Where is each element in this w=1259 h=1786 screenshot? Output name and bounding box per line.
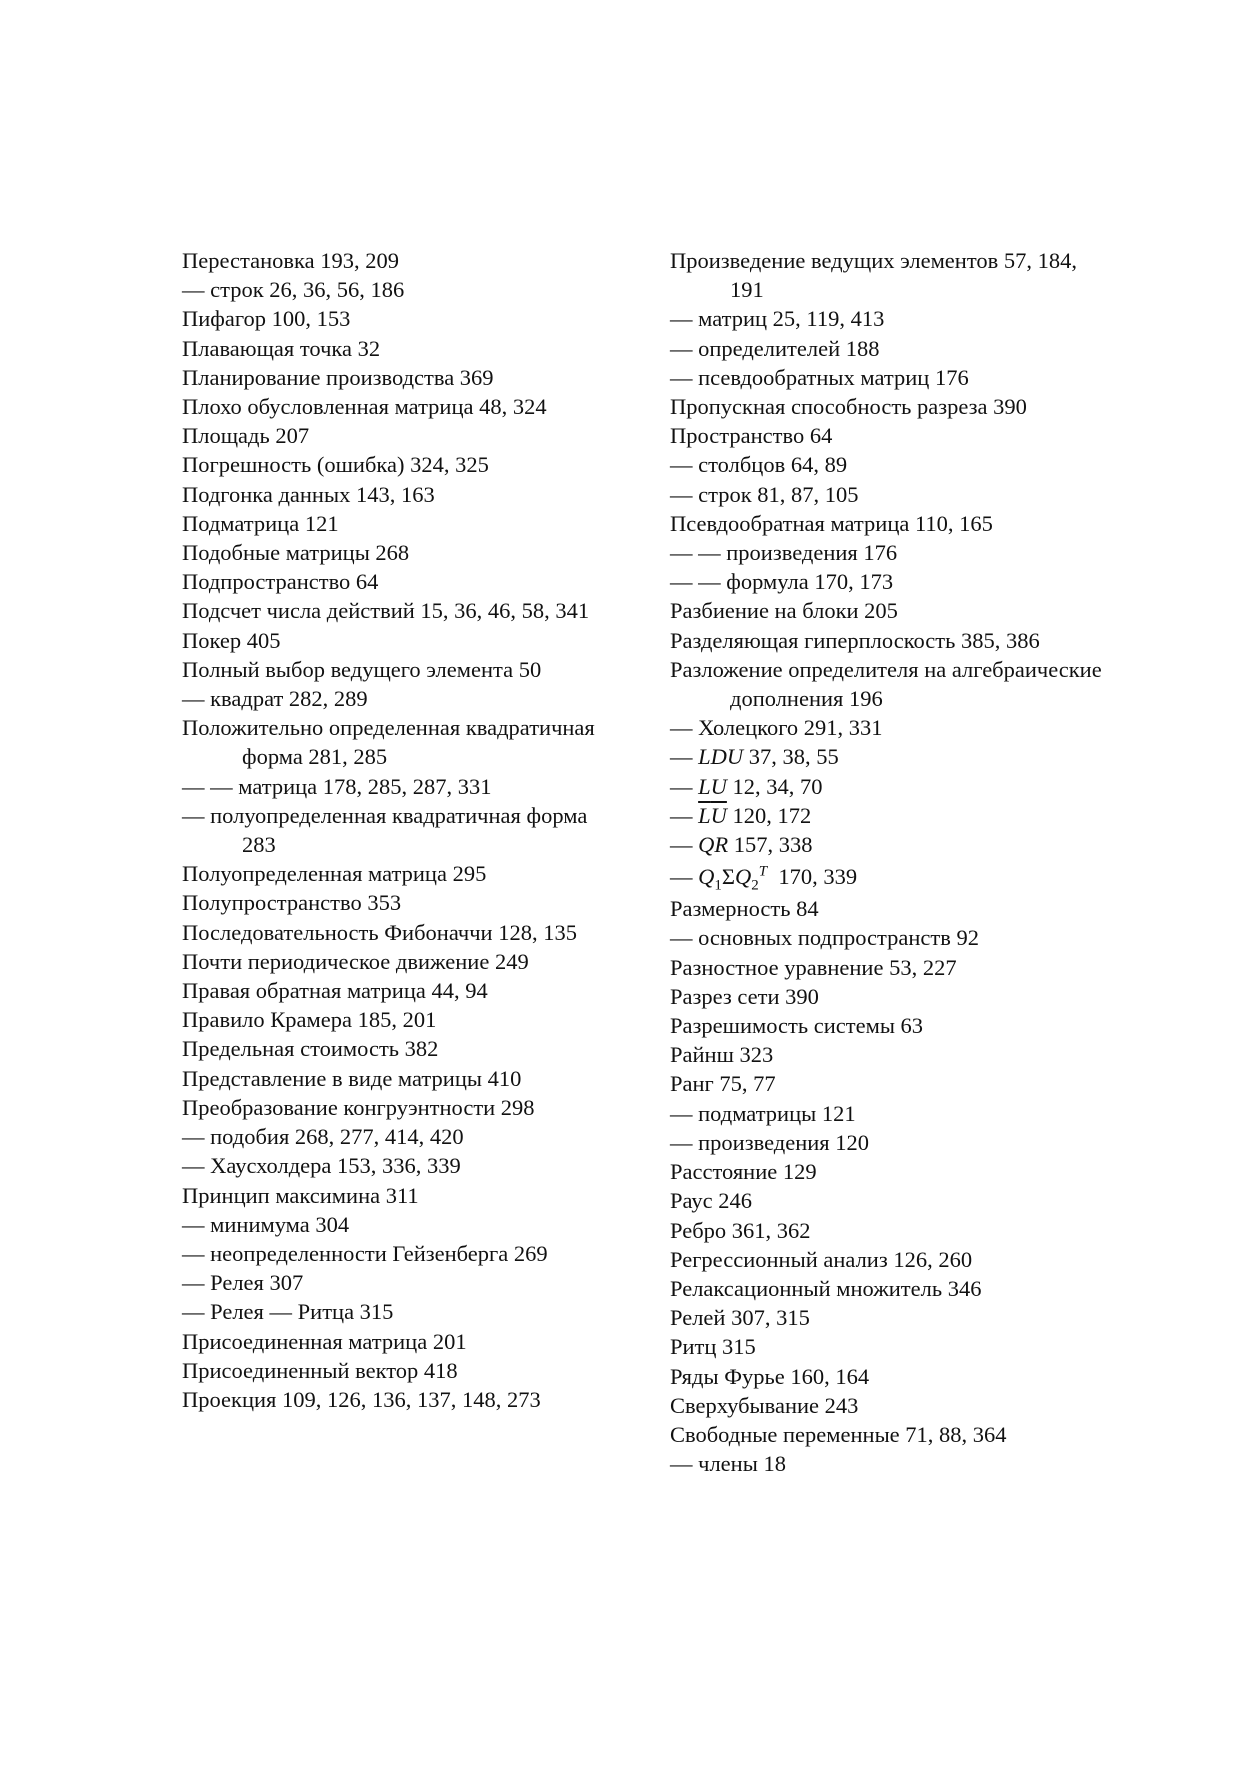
index-subentry-lu-bar <box>670 801 1110 830</box>
index-entry: Разностное уравнение 53, 227 <box>670 954 957 980</box>
index-entry: Представление в виде матрицы 410 <box>182 1065 522 1091</box>
index-entry: Подпространство 64 <box>182 569 379 595</box>
index-subentry: — Холецкого 291, 331 <box>670 715 883 741</box>
index-subentry-ldu <box>670 742 1110 771</box>
index-subentry: — Релея 307 <box>182 1270 304 1296</box>
index-entry: Погрешность (ошибка) 324, 325 <box>182 452 489 478</box>
index-entry: Релей 307, 315 <box>670 1305 810 1331</box>
dash: — <box>670 864 693 890</box>
index-column-right <box>670 246 1110 1478</box>
index-entry: Расстояние 129 <box>670 1159 817 1185</box>
math-term: QR <box>698 832 729 858</box>
index-entry: Планирование производства 369 <box>182 364 494 390</box>
index-entry: Перестановка 193, 209 <box>182 248 399 273</box>
index-subentry: — произведения 120 <box>670 1129 870 1155</box>
math-term: LU <box>698 773 727 799</box>
index-column-left <box>182 246 622 1414</box>
index-subentry-svd <box>670 859 1110 894</box>
index-subentry: — квадрат 282, 289 <box>182 686 368 712</box>
index-entry: Пространство 64 <box>670 423 833 449</box>
index-entry: Пропускная способность разреза 390 <box>670 394 1027 420</box>
index-entry: Плохо обусловленная матрица 48, 324 <box>182 394 547 420</box>
index-entry: Псевдообратная матрица 110, 165 <box>670 510 993 536</box>
index-subentry: — неопределенности Гейзенберга 269 <box>182 1240 548 1266</box>
index-entry: Подматрица 121 <box>182 510 339 536</box>
index-entry: Правая обратная матрица 44, 94 <box>182 978 488 1004</box>
index-subentry: — Хаусхолдера 153, 336, 339 <box>182 1153 461 1179</box>
index-entry: Ребро 361, 362 <box>670 1217 811 1243</box>
math-term: Q <box>698 864 715 890</box>
page-refs: 170, 339 <box>778 864 858 890</box>
index-entry: Райнш 323 <box>670 1042 774 1068</box>
index-entry: Преобразование конгруэнтности 298 <box>182 1094 535 1120</box>
index-entry: Релаксационный множитель 346 <box>670 1275 982 1301</box>
math-subscript: 1 <box>714 877 722 894</box>
index-subentry: — — матрица 178, 285, 287, 331 <box>182 773 492 799</box>
page-refs: 37, 38, 55 <box>748 744 839 770</box>
index-entry: Свободные переменные 71, 88, 364 <box>670 1421 1007 1447</box>
index-entry: Регрессионный анализ 126, 260 <box>670 1246 973 1272</box>
index-entry: Ритц 315 <box>670 1334 756 1360</box>
index-subentry: — определителей 188 <box>670 335 880 361</box>
page-refs: 12, 34, 70 <box>732 773 823 799</box>
dash: — <box>670 802 693 828</box>
index-subentry: — полуопределенная квадратичная форма 283 <box>182 802 588 858</box>
index-entry: Площадь 207 <box>182 423 310 449</box>
math-term: $\overline{U}$ <box>710 802 727 828</box>
index-entry: Присоединенный вектор 418 <box>182 1357 458 1383</box>
index-subentry: — — произведения 176 <box>670 540 898 566</box>
index-entry: Плавающая точка 32 <box>182 335 381 361</box>
index-subentry: — псевдообратных матриц 176 <box>670 364 969 390</box>
index-entry: Разбиение на блоки 205 <box>670 598 898 624</box>
index-entry: Присоединенная матрица 201 <box>182 1328 467 1354</box>
math-term: Q <box>734 864 752 890</box>
index-entry: Полный выбор ведущего элемента 50 <box>182 656 542 682</box>
index-entry: Проекция 109, 126, 136, 137, 148, 273 <box>182 1386 541 1412</box>
index-entry: Произведение ведущих элементов 57, 184, 191 <box>670 248 1077 303</box>
index-entry: Последовательность Фибоначчи 128, 135 <box>182 919 577 945</box>
index-entry: Правило Крамера 185, 201 <box>182 1007 437 1033</box>
index-entry: Разложение определителя на алгебраические дополнения 196 <box>670 656 1102 712</box>
index-subentry: — — формула 170, 173 <box>670 569 894 595</box>
math-term: $\overline{L}$ <box>698 802 711 828</box>
index-subentry: — члены 18 <box>670 1451 786 1477</box>
index-subentry: — подобия 268, 277, 414, 420 <box>182 1124 464 1150</box>
math-superscript: T <box>758 863 768 880</box>
index-entry: Принцип максимина 311 <box>182 1182 419 1208</box>
dash: — <box>670 832 693 858</box>
math-sigma: Σ <box>721 864 735 890</box>
index-subentry: — строк 26, 36, 56, 186 <box>182 277 405 303</box>
index-entry: Ряды Фурье 160, 164 <box>670 1363 870 1389</box>
index-subentry: — Релея — Ритца 315 <box>182 1299 394 1325</box>
index-subentry: — минимума 304 <box>182 1211 350 1237</box>
index-entry: Подобные матрицы 268 <box>182 540 410 566</box>
index-subentry: — основных подпространств 92 <box>670 925 980 951</box>
index-entry: Положительно определенная квадратичная форма 281, 285 <box>182 715 595 770</box>
index-entry: Почти периодическое движение 249 <box>182 948 529 974</box>
index-entry: Раус 246 <box>670 1188 752 1214</box>
index-entry: Размерность 84 <box>670 896 819 922</box>
math-term: LDU <box>698 744 744 770</box>
index-subentry-qr <box>670 830 1110 859</box>
page-refs: 120, 172 <box>732 802 812 828</box>
index-entry: Ранг 75, 77 <box>670 1071 776 1097</box>
index-entry: Подгонка данных 143, 163 <box>182 481 435 507</box>
math-subscript: 2 <box>751 877 759 894</box>
index-entry: Разрез сети 390 <box>670 983 819 1009</box>
index-entry: Разделяющая гиперплоскость 385, 386 <box>670 627 1040 653</box>
index-subentry: — подматрицы 121 <box>670 1100 856 1126</box>
index-entry: Разрешимость системы 63 <box>670 1013 924 1039</box>
index-subentry: — матриц 25, 119, 413 <box>670 306 885 332</box>
index-entry: Полупространство 353 <box>182 890 402 916</box>
dash: — <box>670 773 693 799</box>
index-subentry: — строк 81, 87, 105 <box>670 481 859 507</box>
index-entry: Покер 405 <box>182 627 281 653</box>
index-entry: Пифагор 100, 153 <box>182 306 351 332</box>
index-entry: Подсчет числа действий 15, 36, 46, 58, 341 <box>182 598 590 624</box>
dash: — <box>670 744 693 770</box>
index-entry: Сверхубывание 243 <box>670 1392 859 1418</box>
page-refs: 157, 338 <box>733 832 813 858</box>
index-entry: Полуопределенная матрица 295 <box>182 861 487 887</box>
index-subentry: — столбцов 64, 89 <box>670 452 848 478</box>
index-entry: Предельная стоимость 382 <box>182 1036 439 1062</box>
index-subentry-lu <box>670 772 1110 801</box>
